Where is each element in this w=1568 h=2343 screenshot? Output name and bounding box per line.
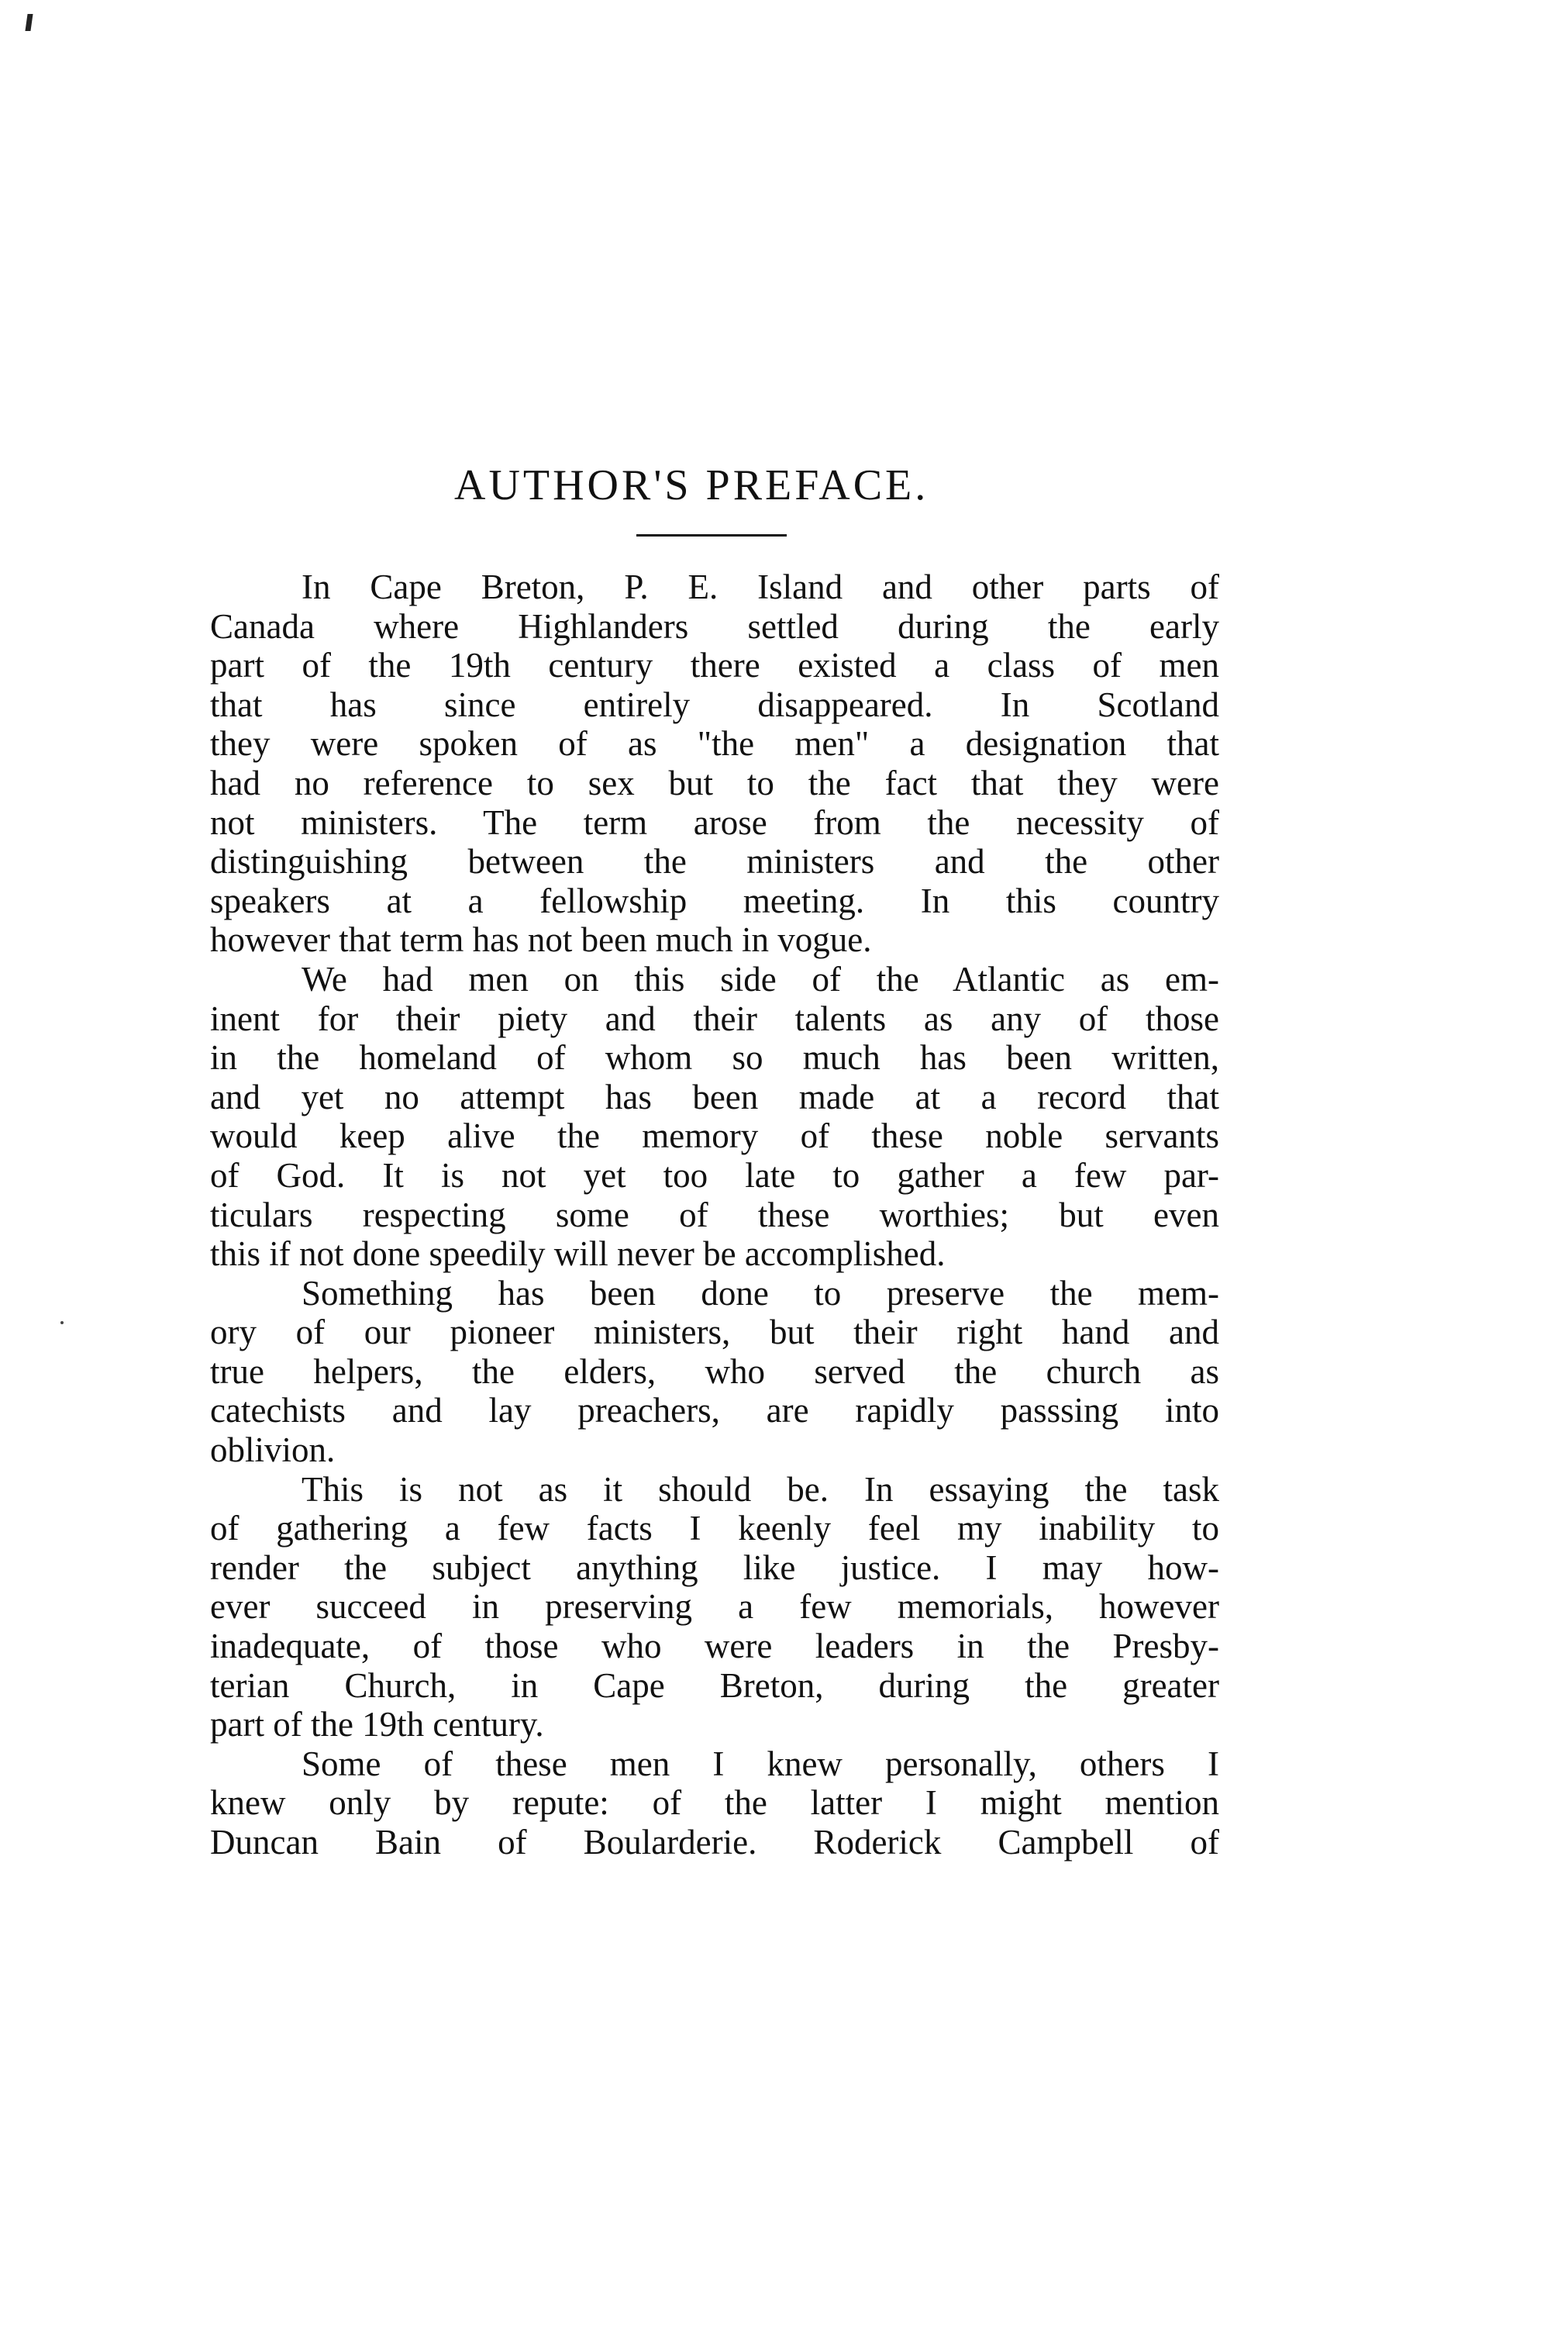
page-title: AUTHOR'S PREFACE. <box>454 461 929 509</box>
text-line: of God. It is not yet too late to gather a few par- <box>210 1155 1219 1195</box>
text-line: terian Church, in Cape Breton, during the greater <box>210 1665 1219 1705</box>
scan-mark <box>25 14 33 31</box>
text-line: ory of our pioneer ministers, but their right hand and <box>210 1313 1219 1352</box>
text-line: part of the 19th century. <box>210 1705 544 1744</box>
text-line: We had men on this side of the Atlantic as em- <box>302 959 1219 999</box>
text-line: in the homeland of whom so much has been written, <box>210 1038 1219 1078</box>
text-line: Something has been done to preserve the mem- <box>302 1273 1219 1313</box>
text-line: had no reference to sex but to the fact that they were <box>210 763 1219 802</box>
preface-body <box>210 568 1219 1862</box>
text-line: catechists and lay preachers, are rapidly passsing into <box>210 1391 1219 1430</box>
text-line: This is not as it should be. In essaying the task <box>302 1469 1219 1509</box>
text-line: Duncan Bain of Boularderie. Roderick Campbell of <box>210 1823 1219 1862</box>
text-line: would keep alive the memory of these noble servants <box>210 1116 1219 1156</box>
text-line: however that term has not been much in vogue. <box>210 920 872 960</box>
text-line: Canada where Highlanders settled during the early <box>210 606 1219 646</box>
text-line: true helpers, the elders, who served the church as <box>210 1351 1219 1391</box>
text-line: distinguishing between the ministers and the other <box>210 842 1219 882</box>
margin-speck <box>60 1321 64 1324</box>
text-line: part of the 19th century there existed a class of men <box>210 646 1219 685</box>
text-line: of gathering a few facts I keenly feel my inability to <box>210 1509 1219 1548</box>
text-line: speakers at a fellowship meeting. In this country <box>210 881 1219 920</box>
text-line: render the subject anything like justice. I may how- <box>210 1548 1219 1587</box>
text-line: inadequate, of those who were leaders in the Presby- <box>210 1627 1219 1666</box>
text-line: not ministers. The term arose from the necessity of <box>210 802 1219 842</box>
title-rule <box>636 534 787 537</box>
text-line: ever succeed in preserving a few memorials, however <box>210 1587 1219 1627</box>
text-line: knew only by repute: of the latter I might mention <box>210 1783 1219 1823</box>
text-line: oblivion. <box>210 1430 336 1470</box>
text-line: Some of these men I knew personally, others I <box>302 1744 1219 1783</box>
text-line: In Cape Breton, P. E. Island and other parts of <box>302 568 1219 606</box>
text-line: inent for their piety and their talents as any of those <box>210 999 1219 1038</box>
text-line: they were spoken of as "the men" a designation that <box>210 724 1219 764</box>
text-line: and yet no attempt has been made at a record that <box>210 1077 1219 1116</box>
text-line: this if not done speedily will never be accomplished. <box>210 1234 946 1274</box>
text-line: ticulars respecting some of these worthies; but even <box>210 1195 1219 1234</box>
text-line: that has since entirely disappeared. In Scotland <box>210 685 1219 724</box>
